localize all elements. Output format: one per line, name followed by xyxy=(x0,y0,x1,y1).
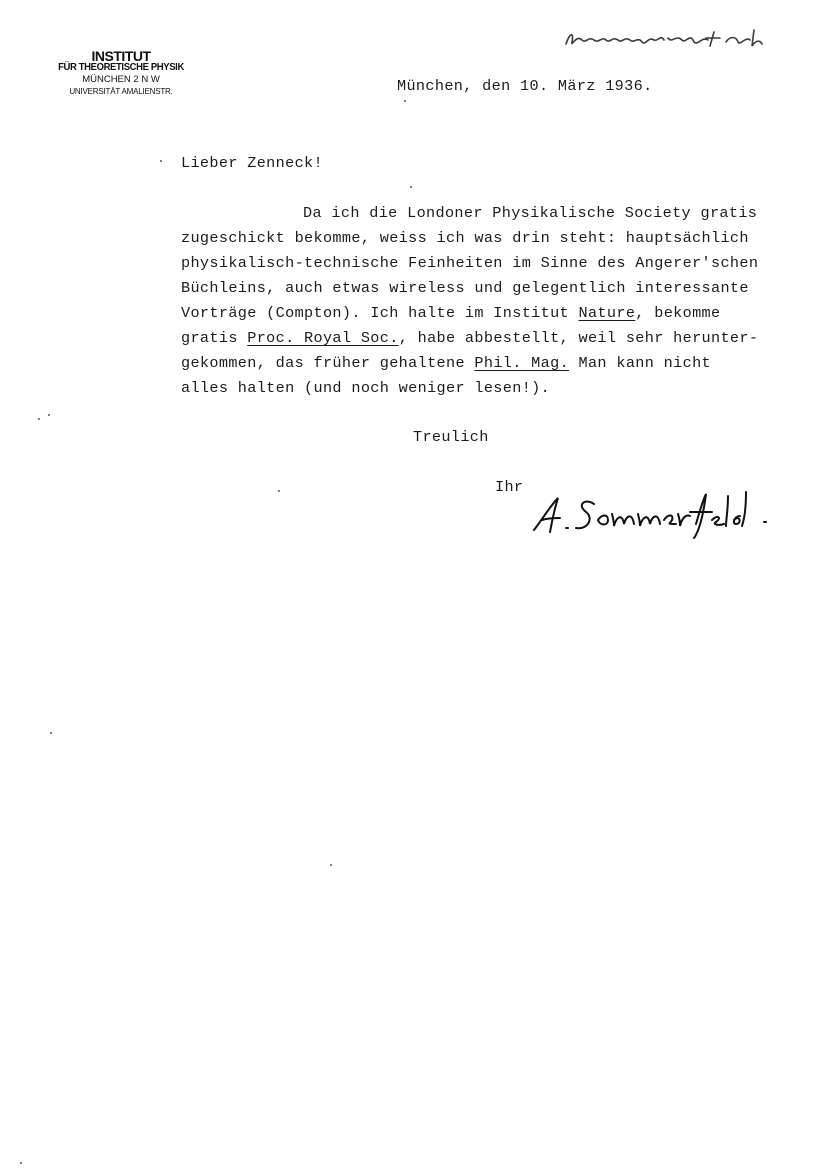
letterhead-institute: INSTITUT xyxy=(91,48,151,64)
scan-speck xyxy=(404,100,406,102)
body-line-7-start: gekommen, das früher gehaltene xyxy=(181,354,475,372)
body-line-3: physikalisch-technische Feinheiten im Sinne des Angerer'schen xyxy=(181,254,759,272)
body-line-7-end: Man kann nicht xyxy=(569,354,711,372)
handwritten-annotation xyxy=(560,22,770,58)
scan-speck xyxy=(330,864,332,866)
letter-date: München, den 10. März 1936. xyxy=(397,77,653,95)
body-line-5-start: Vorträge (Compton). Ich halte im Institut xyxy=(181,304,579,322)
letterhead xyxy=(46,50,196,98)
journal-proc-royal-soc: Proc. Royal Soc. xyxy=(247,329,399,347)
body-line-5-end: , bekomme xyxy=(635,304,721,322)
letterhead-department: FÜR THEORETISCHE PHYSIK xyxy=(58,62,184,73)
body-line-6-start: gratis xyxy=(181,329,248,347)
letterhead-city: MÜNCHEN 2 N W xyxy=(82,74,160,85)
salutation: Lieber Zenneck! xyxy=(181,154,323,172)
body-line-6 xyxy=(181,329,758,347)
closing-ihr: Ihr xyxy=(495,478,524,496)
scan-speck xyxy=(160,160,162,162)
body-line-7 xyxy=(181,354,711,372)
body-line-2: zugeschickt bekomme, weiss ich was drin steht: hauptsächlich xyxy=(181,229,749,247)
closing: Treulich xyxy=(413,428,489,446)
scan-speck xyxy=(410,186,412,188)
letterhead-address: UNIVERSITÄT AMALIENSTR. xyxy=(69,87,173,96)
body-line-1: Da ich die Londoner Physikalische Society gratis xyxy=(303,204,758,222)
body-line-4: Büchleins, auch etwas wireless und gelegentlich interessante xyxy=(181,279,749,297)
scan-speck xyxy=(48,414,50,416)
scan-speck xyxy=(278,490,280,492)
scan-speck xyxy=(20,1162,22,1164)
journal-phil-mag: Phil. Mag. xyxy=(474,354,570,372)
journal-nature: Nature xyxy=(578,304,636,322)
scan-speck xyxy=(50,732,52,734)
body-line-8: alles halten (und noch weniger lesen!). xyxy=(181,379,551,397)
handwritten-signature xyxy=(528,490,798,540)
scan-speck xyxy=(38,418,40,420)
body-line-6-end: , habe abbestellt, weil sehr herunter- xyxy=(398,329,759,347)
body-line-5 xyxy=(181,304,720,322)
